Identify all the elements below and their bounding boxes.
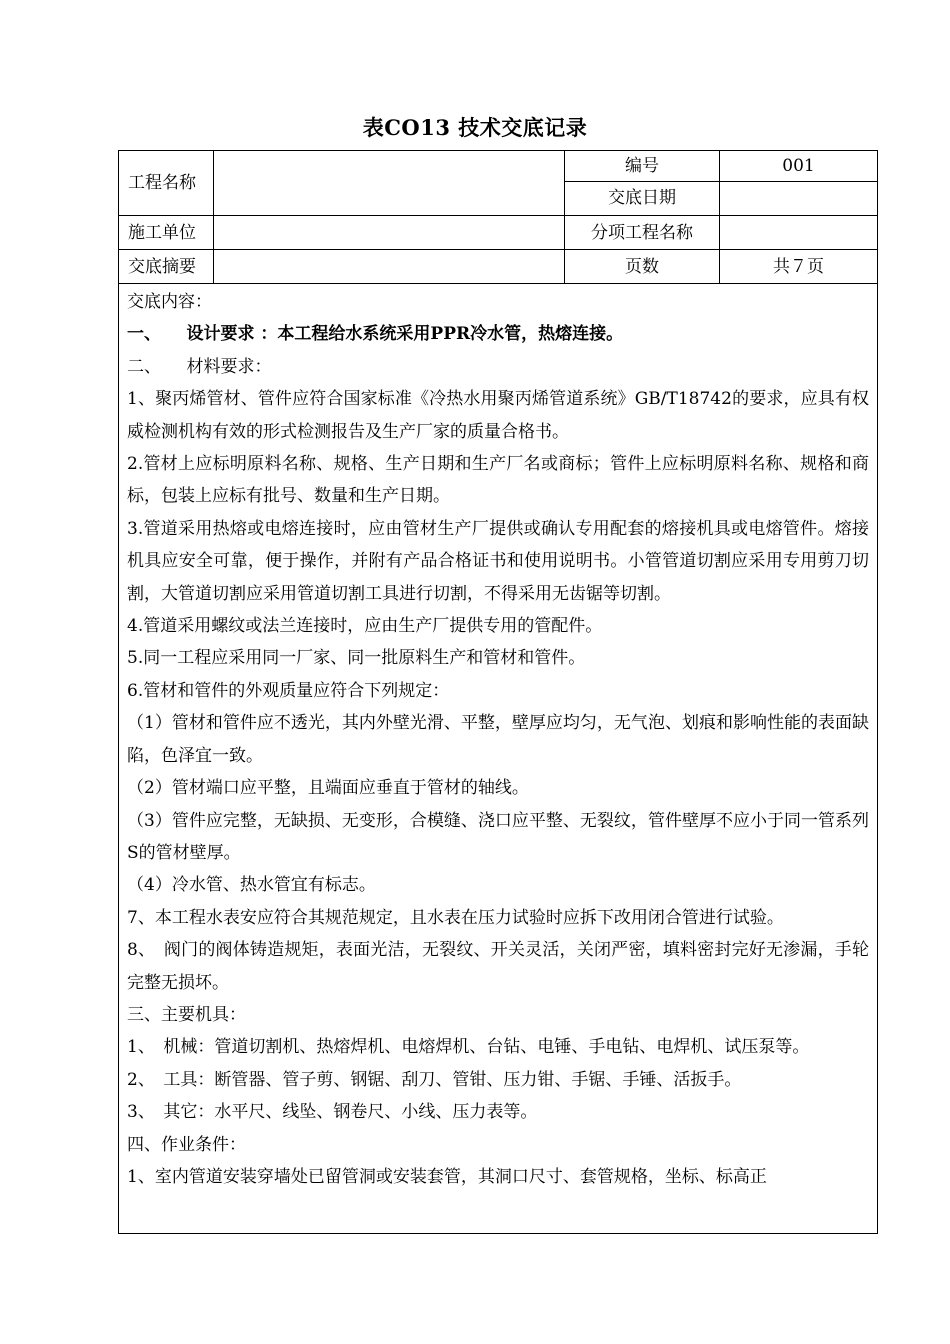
content-line: （4）冷水管、热水管宜有标志。 [127,875,376,896]
disclosure-content [127,286,869,1193]
table-border-right [877,150,878,1234]
summary-label: 交底摘要 [128,257,196,277]
content-line: 四、作业条件： [127,1134,246,1155]
subitem-label: 分项工程名称 [591,223,693,243]
document-title: 表CO13 技术交底记录 [362,115,588,140]
content-line: 2、 工具：断管器、管子剪、钢锯、刮刀、管钳、压力钳、手锯、手锤、活扳手。 [127,1069,742,1090]
row-line-3 [118,249,878,250]
content-line: 6.管材和管件的外观质量应符合下列规定： [127,680,450,701]
pages-value: 共７页 [773,257,824,277]
content-line: 1、聚丙烯管材、管件应符合国家标准《冷热水用聚丙烯管道系统》GB/T18742的要求，应具有权威检测机构有效的形式检测报告及生产厂家的质量合格书。 [127,389,869,442]
row-line-1 [564,181,878,182]
content-intro: 交底内容： [127,292,212,312]
row-line-2 [118,215,878,216]
date-label: 交底日期 [608,188,676,208]
content-line: 3、 其它：水平尺、线坠、钢卷尺、小线、压力表等。 [127,1102,538,1123]
content-line: 2.管材上应标明原料名称、规格、生产日期和生产厂名或商标；管件上应标明原料名称、规格和商标，包装上应标有批号、数量和生产日期。 [127,454,869,507]
content-line: 1、 机械：管道切割机、热熔焊机、电熔焊机、台钻、电锤、手电钻、电焊机、试压泵等。 [127,1037,810,1058]
content-line: （2）管材端口应平整，且端面应垂直于管材的轴线。 [127,778,529,799]
content-line: 5.同一工程应采用同一厂家、同一批原料生产和管材和管件。 [127,648,586,669]
table-border-left [118,150,119,1234]
content-line: （3）管件应完整，无缺损、无变形，合模缝、浇口应平整、无裂纹，管件壁厚不应小于同一管系列S的管材壁厚。 [127,810,869,863]
col-line-1 [213,150,214,284]
content-line: 4.管道采用螺纹或法兰连接时，应由生产厂提供专用的管配件。 [127,616,603,637]
contractor-label: 施工单位 [128,223,196,243]
content-line: 一、 设计要求 ：本工程给水系统采用PPR冷水管，热熔连接。 [127,324,624,345]
row-line-4 [118,283,878,284]
project-name-label: 工程名称 [128,173,196,193]
content-line: 3.管道采用热熔或电熔连接时，应由管材生产厂提供或确认专用配套的熔接机具或电熔管件。熔接机具应安全可靠，便于操作，并附有产品合格证书和使用说明书。小管管道切割应采用专用剪刀切割，大管道切割应采用管道切割工具进行切割，不得采用无齿锯等切割。 [127,518,869,604]
content-line: 二、 材料要求： [127,356,272,377]
number-value: 001 [782,156,815,176]
table-border-bottom [118,1233,878,1234]
content-line: 1、室内管道安装穿墙处已留管洞或安装套管，其洞口尺寸、套管规格，坐标、标高正 [127,1166,767,1187]
content-line: 8、 阀门的阀体铸造规矩，表面光洁，无裂纹、开关灵活，关闭严密，填料密封完好无渗漏，手轮完整无损坏。 [127,940,869,993]
content-line: 7、本工程水表安应符合其规范规定，且水表在压力试验时应拆下改用闭合管进行试验。 [127,907,784,928]
number-label: 编号 [625,156,659,176]
table-border-top [118,150,878,151]
content-line: 三、主要机具： [127,1004,246,1025]
content-line: （1）管材和管件应不透光，其内外壁光滑、平整，壁厚应均匀，无气泡、划痕和影响性能的表面缺陷，色泽宜一致。 [127,713,869,766]
pages-label: 页数 [625,257,659,277]
